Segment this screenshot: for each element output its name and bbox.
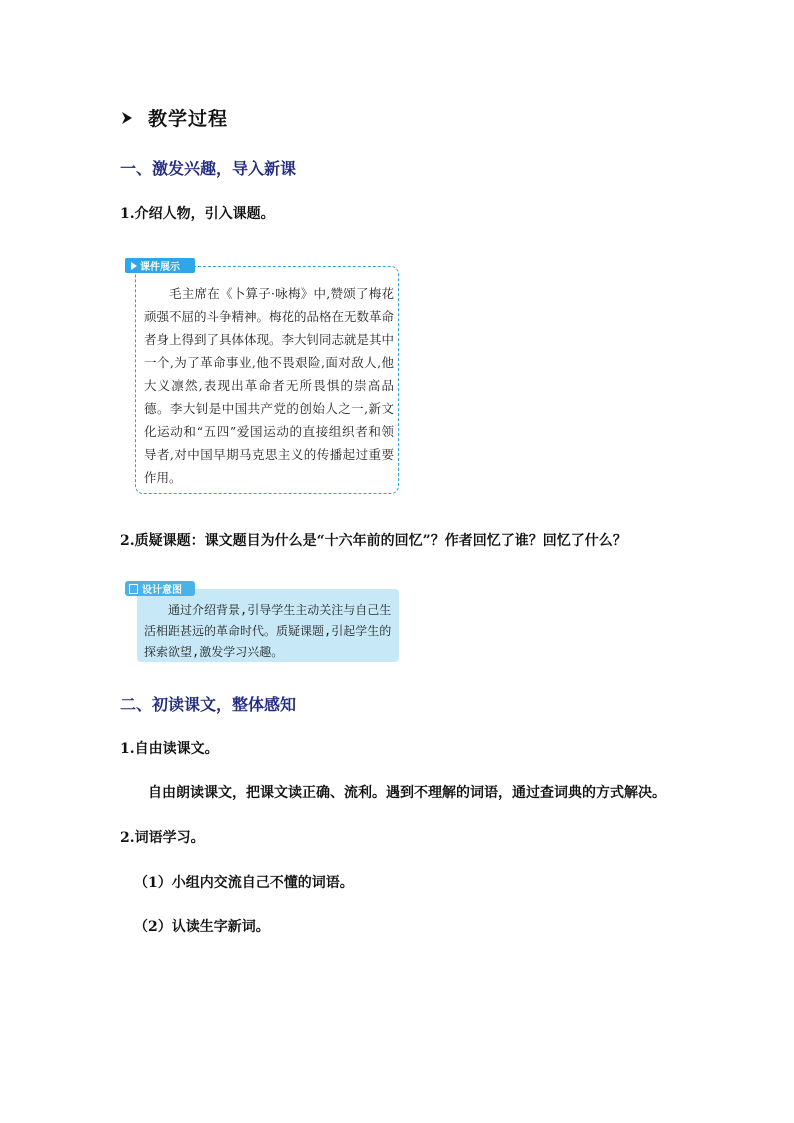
part2-heading: 二、初读课文，整体感知 — [120, 695, 297, 714]
part2-item1: 1.自由读课文。 — [120, 741, 219, 757]
part2-sub2: （2）认读生字新词。 — [134, 919, 270, 935]
arrow-bullet-icon — [122, 112, 132, 124]
design-intent-tab — [125, 581, 195, 596]
play-icon — [131, 262, 137, 270]
part2-item2: 2.词语学习。 — [120, 830, 205, 846]
part2-item1-text: 自由朗读课文，把课文读正确、流利。遇到不理解的词语，通过查词典的方式解决。 — [148, 785, 666, 801]
section-title-text: 教学过程 — [148, 108, 229, 130]
courseware-text: 毛主席在《卜算子·咏梅》中,赞颂了梅花顽强不屈的斗争精神。梅花的品格在无数革命者身上得到了具体体现。李大钊同志就是其中一个,为了革命事业,他不畏艰险,面对敌人,他大义凛然,表现出革命者无所畏惧的崇高品德。李大钊是中国共产党的创始人之一,新文化运动和“五四”爱国运动的直接组织者和领导者,对中国早期马克思主义的传播起过重要作用。 — [144, 286, 395, 485]
courseware-tab-label: 课件展示 — [140, 262, 180, 273]
clipboard-icon — [129, 584, 138, 594]
design-intent-text: 通过介绍背景,引导学生主动关注与自己生活相距甚远的革命时代。质疑课题,引起学生的探索欲望,激发学习兴趣。 — [144, 603, 392, 659]
design-intent-tab-label: 设计意图 — [142, 585, 182, 596]
courseware-tab — [125, 258, 195, 273]
part2-sub1: （1）小组内交流自己不懂的词语。 — [134, 875, 354, 891]
section-title — [122, 104, 228, 131]
part1-item2: 2.质疑课题：课文题目为什么是“十六年前的回忆”？作者回忆了谁？回忆了什么？ — [120, 533, 627, 549]
part1-heading: 一、激发兴趣，导入新课 — [120, 159, 297, 178]
part1-item1: 1.介绍人物，引入课题。 — [120, 206, 275, 222]
